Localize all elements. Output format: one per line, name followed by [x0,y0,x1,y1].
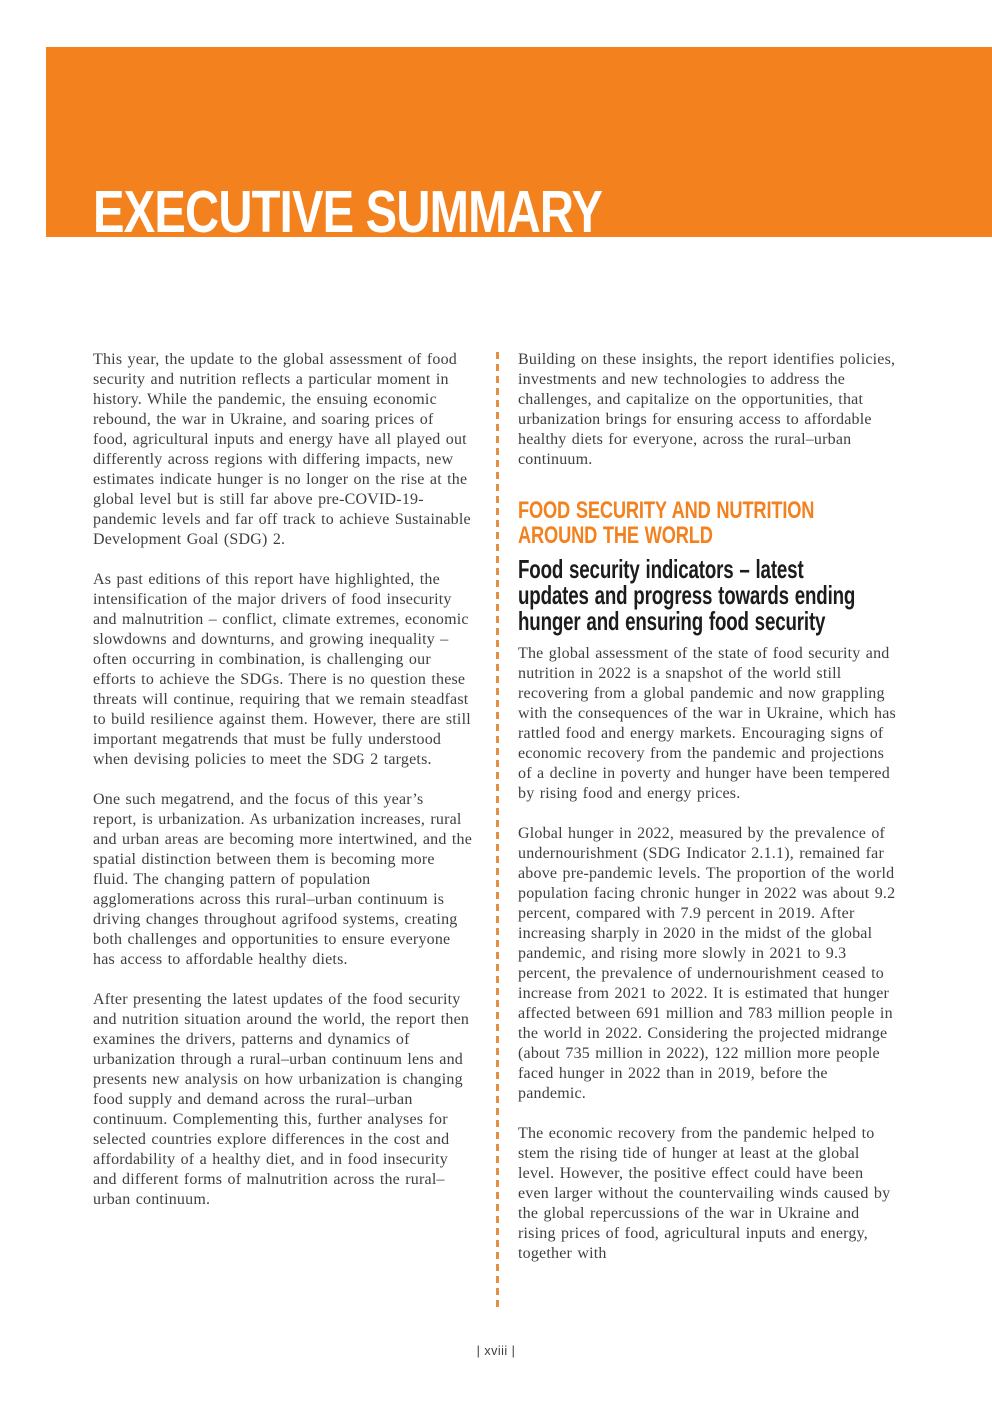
subsection-heading-line: hunger and ensuring food security [518,606,826,636]
page-title: EXECUTIVE SUMMARY [93,179,603,245]
section-heading [518,498,897,548]
paragraph: Global hunger in 2022, measured by the prevalence of undernourishment (SDG Indicator 2.1.1), remained far above pre-pandemic levels. The proportion of the world population facing chronic hunger in 2022 was about 9.2 percent, compared with 7.9 percent in 2019. After increasing sharply in 2020 in the midst of the global pandemic, and rising more slowly in 2021 to 9.3 percent, the prevalence of undernourishment ceased to increase from 2021 to 2022. It is estimated that hunger affected between 691 million and 783 million people in the world in 2022. Considering the projected midrange (about 735 million in 2022), 122 million more people faced hunger in 2022 than in 2019, before the pandemic. [518,825,896,1102]
section-heading-line: FOOD SECURITY AND NUTRITION [518,497,815,524]
paragraph: One such megatrend, and the focus of this year’s report, is urbanization. As urbanization increases, rural and urban areas are becoming more intertwined, and the spatial distinction between them is becoming more fluid. The changing pattern of population agglomerations across this rural–urban continuum is driving changes throughout agrifood systems, creating both challenges and opportunities to ensure everyone has access to affordable healthy diets. [93,791,473,968]
header-band [46,47,992,245]
subsection-heading-line: Food security indicators – latest [518,554,804,584]
paragraph: As past editions of this report have highlighted, the intensification of the major drivers of food insecurity and malnutrition – conflict, climate extremes, economic slowdowns and downturns, and growing inequality – often occurring in combination, is challenging our efforts to achieve the SDGs. There is no question these threats will continue, requiring that we remain steadfast to build resilience against them. However, there are still important megatrends that must be fully understood when devising policies to meet the SDG 2 targets. [93,571,471,768]
paragraph: The economic recovery from the pandemic helped to stem the rising tide of hunger at least at the global level. However, the positive effect could have been even larger without the countervailing winds caused by the global repercussions of the war in Ukraine and rising prices of food, agricultural inputs and energy, together with [518,1125,891,1262]
paragraph: Building on these insights, the report identifies policies, investments and new technologies to address the challenges, and capitalize on the opportunities, that urbanization brings for ensuring access to affordable healthy diets for everyone, across the rural–urban continuum. [518,351,896,468]
section-heading-line: AROUND THE WORLD [518,522,713,549]
subsection-heading [518,556,897,634]
subsection-heading-line: updates and progress towards ending [518,580,856,610]
left-column [93,350,472,1230]
paragraph: This year, the update to the global assessment of food security and nutrition reflects a particular moment in history. While the pandemic, the ensuing economic rebound, the war in Ukraine, and soaring prices of food, agricultural inputs and energy have all played out differently across regions with differing impacts, new estimates indicate hunger is no longer on the rise at the global level but is still far above pre-COVID-19-pandemic levels and far off track to achieve Sustainable Development Goal (SDG) 2. [93,351,471,548]
paragraph: The global assessment of the state of food security and nutrition in 2022 is a snapshot of the world still recovering from a global pandemic and now grappling with the consequences of the war in Ukraine, which has rattled food and energy markets. Encouraging signs of economic recovery from the pandemic and projections of a decline in poverty and hunger have been tempered by rising food and energy prices. [518,645,896,802]
page-footer [0,1344,992,1358]
right-column [518,350,897,1284]
page-number: | xviii | [476,1344,516,1358]
paragraph: After presenting the latest updates of the food security and nutrition situation around the world, the report then examines the drivers, patterns and dynamics of urbanization through a rural–urban continuum lens and presents new analysis on how urbanization is changing food supply and demand across the rural–urban continuum. Complementing this, further analyses for selected countries explore differences in the cost and affordability of a healthy diet, and in food insecurity and different forms of malnutrition across the rural–urban continuum. [93,991,470,1208]
column-divider [496,352,499,1312]
